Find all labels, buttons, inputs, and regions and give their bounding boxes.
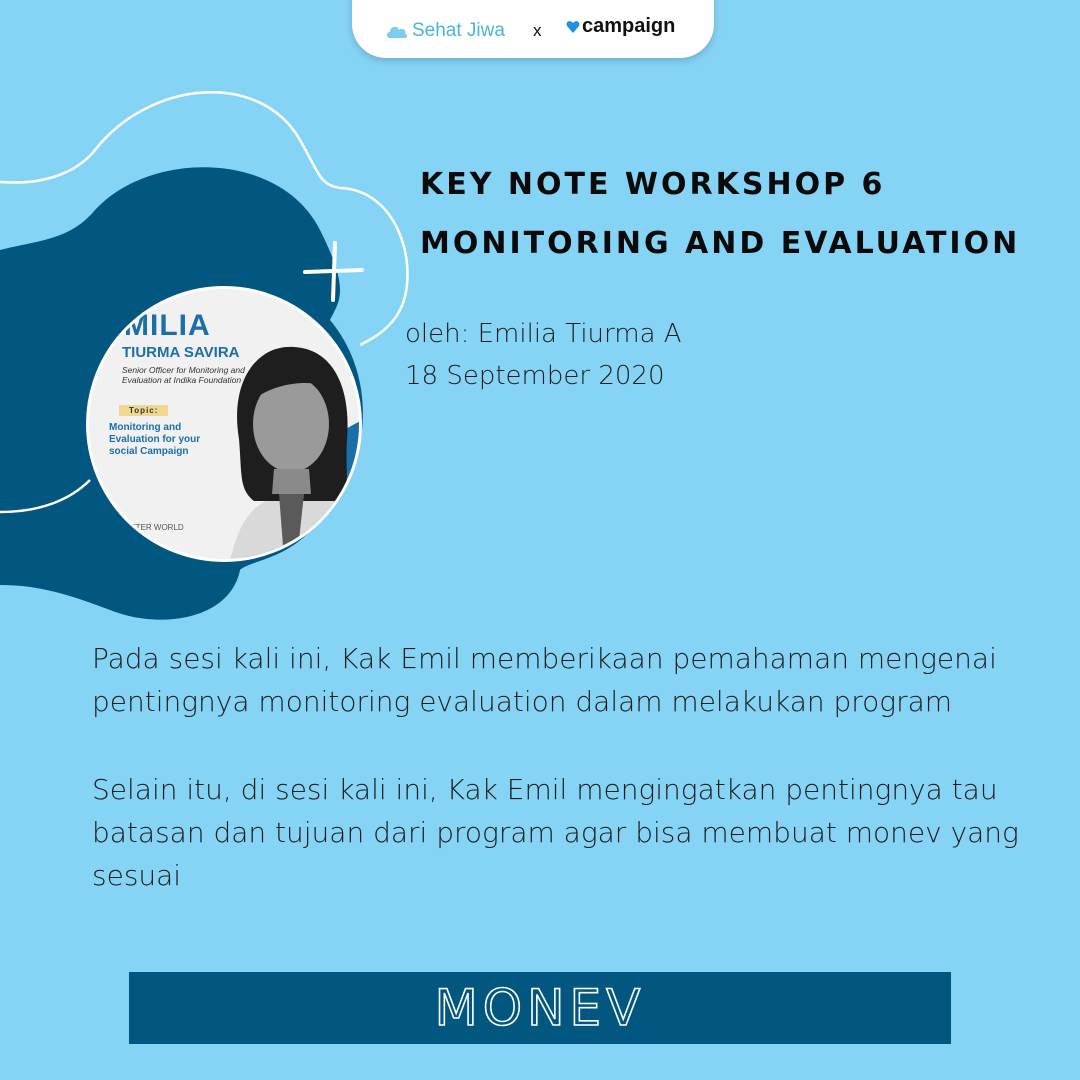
profile-footer: A BETTER WORLD PRIZE [113, 523, 184, 542]
event-date: 18 September 2020 [405, 361, 665, 391]
heart-icon [566, 20, 580, 34]
profile-topic: Monitoring and Evaluation for your social Campaign [109, 422, 201, 457]
profile-last-name: TIURMA SAVIRA [122, 344, 240, 361]
workshop-topic: MONITORING AND EVALUATION [420, 226, 1021, 261]
footer-label: MONEV [434, 979, 646, 1037]
workshop-title: KEY NOTE WORKSHOP 6 [420, 167, 886, 202]
footer-banner [129, 972, 951, 1044]
author-line: oleh: Emilia Tiurma A [405, 319, 682, 349]
sehat-jiwa-logo [386, 20, 505, 42]
speaker-profile-image [86, 286, 362, 562]
cloud-icon [386, 22, 408, 40]
profile-role: Senior Officer for Monitoring and Evaluation at Indika Foundation [122, 365, 245, 385]
summary-paragraph-1: Pada sesi kali ini, Kak Emil memberikaan pemahaman mengenai pentingnya monitoring evaluation dalam melakukan program [92, 642, 997, 718]
summary-paragraph-2: Selain itu, di sesi kali ini, Kak Emil mengingatkan pentingnya tau batasan dan tujuan dari program agar bisa membuat monev yang sesuai [92, 773, 1019, 892]
profile-topic-label: Topic: [119, 405, 168, 416]
campaign-text: campaign [582, 15, 676, 37]
sehat-jiwa-text: Sehat Jiwa [412, 20, 505, 41]
profile-first-name: EMILIA [103, 309, 211, 342]
speaker-portrait [89, 289, 362, 562]
logo-separator: x [533, 21, 542, 40]
campaign-logo [566, 15, 675, 38]
